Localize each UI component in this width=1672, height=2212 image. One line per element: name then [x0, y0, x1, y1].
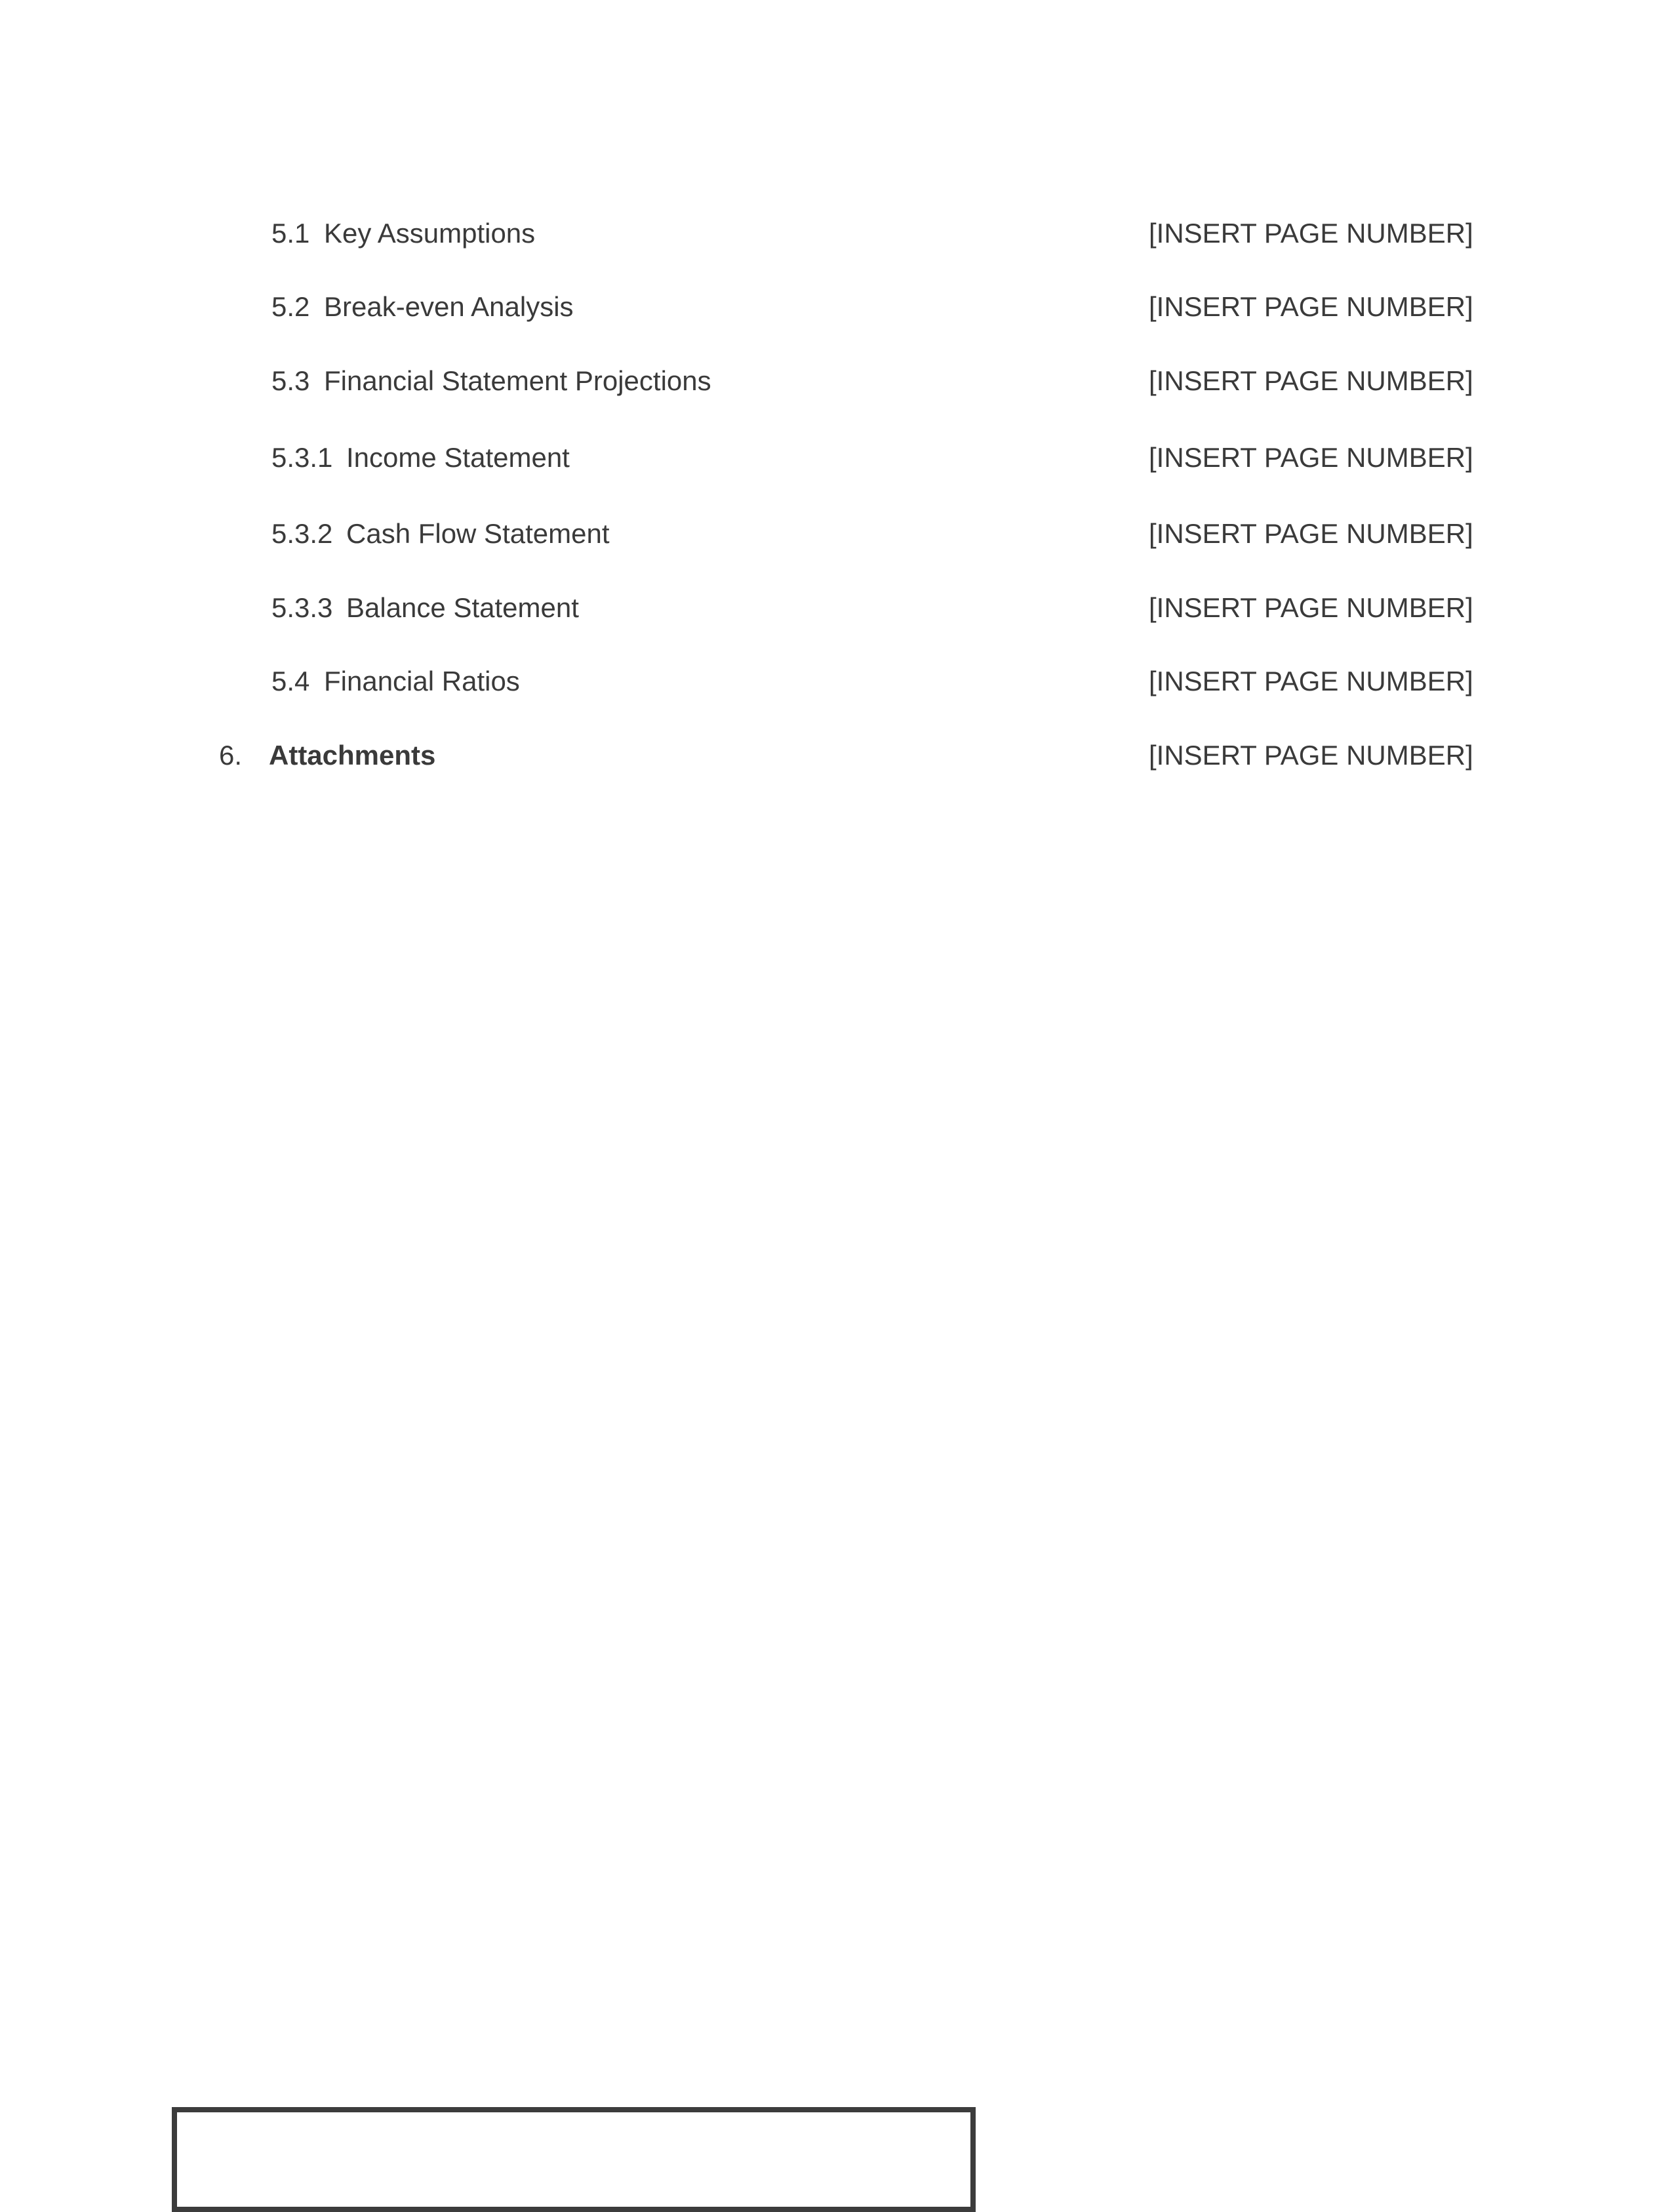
toc-entry-number: 5.2: [271, 291, 310, 322]
toc-entry-page: [INSERT PAGE NUMBER]: [1149, 442, 1473, 473]
toc-entry-5-1[interactable]: [0, 207, 1672, 260]
toc-entry-label: Break-even Analysis: [324, 291, 574, 322]
toc-entry-page: [INSERT PAGE NUMBER]: [1149, 666, 1473, 696]
toc-entry-number: 5.3.1: [271, 442, 333, 473]
toc-entry-page: [INSERT PAGE NUMBER]: [1149, 592, 1473, 623]
toc-entry-5-3-1[interactable]: [0, 432, 1672, 484]
toc-entry-5-3-2[interactable]: [0, 508, 1672, 560]
toc-entry-label: Financial Statement Projections: [324, 365, 711, 396]
toc-entry-5-4[interactable]: [0, 655, 1672, 708]
toc-entry-number: 5.3: [271, 365, 310, 396]
toc-entry-label: Cash Flow Statement: [346, 518, 610, 549]
toc-entry-label: Financial Ratios: [324, 666, 520, 696]
toc-entry-number: 5.4: [271, 666, 310, 696]
toc-entry-label: Income Statement: [346, 442, 570, 473]
bottom-frame-box: [172, 2107, 976, 2212]
toc-entry-page: [INSERT PAGE NUMBER]: [1149, 218, 1473, 249]
toc-entry-number: 6.: [219, 740, 243, 771]
toc-entry-number: 5.3.2: [271, 518, 333, 549]
toc-entry-page: [INSERT PAGE NUMBER]: [1149, 365, 1473, 396]
table-of-contents: [0, 0, 1672, 853]
toc-entry-page: [INSERT PAGE NUMBER]: [1149, 291, 1473, 322]
toc-entry-number: 5.3.3: [271, 592, 333, 623]
toc-entry-label: Key Assumptions: [324, 218, 536, 249]
toc-entry-number: 5.1: [271, 218, 310, 249]
toc-entry-5-3[interactable]: [0, 355, 1672, 407]
toc-entry-page: [INSERT PAGE NUMBER]: [1149, 518, 1473, 549]
toc-entry-6[interactable]: [0, 729, 1672, 782]
toc-entry-5-2[interactable]: [0, 281, 1672, 333]
toc-entry-page: [INSERT PAGE NUMBER]: [1149, 740, 1473, 771]
toc-entry-label: Attachments: [269, 740, 436, 771]
toc-entry-5-3-3[interactable]: [0, 582, 1672, 634]
toc-entry-label: Balance Statement: [346, 592, 579, 623]
